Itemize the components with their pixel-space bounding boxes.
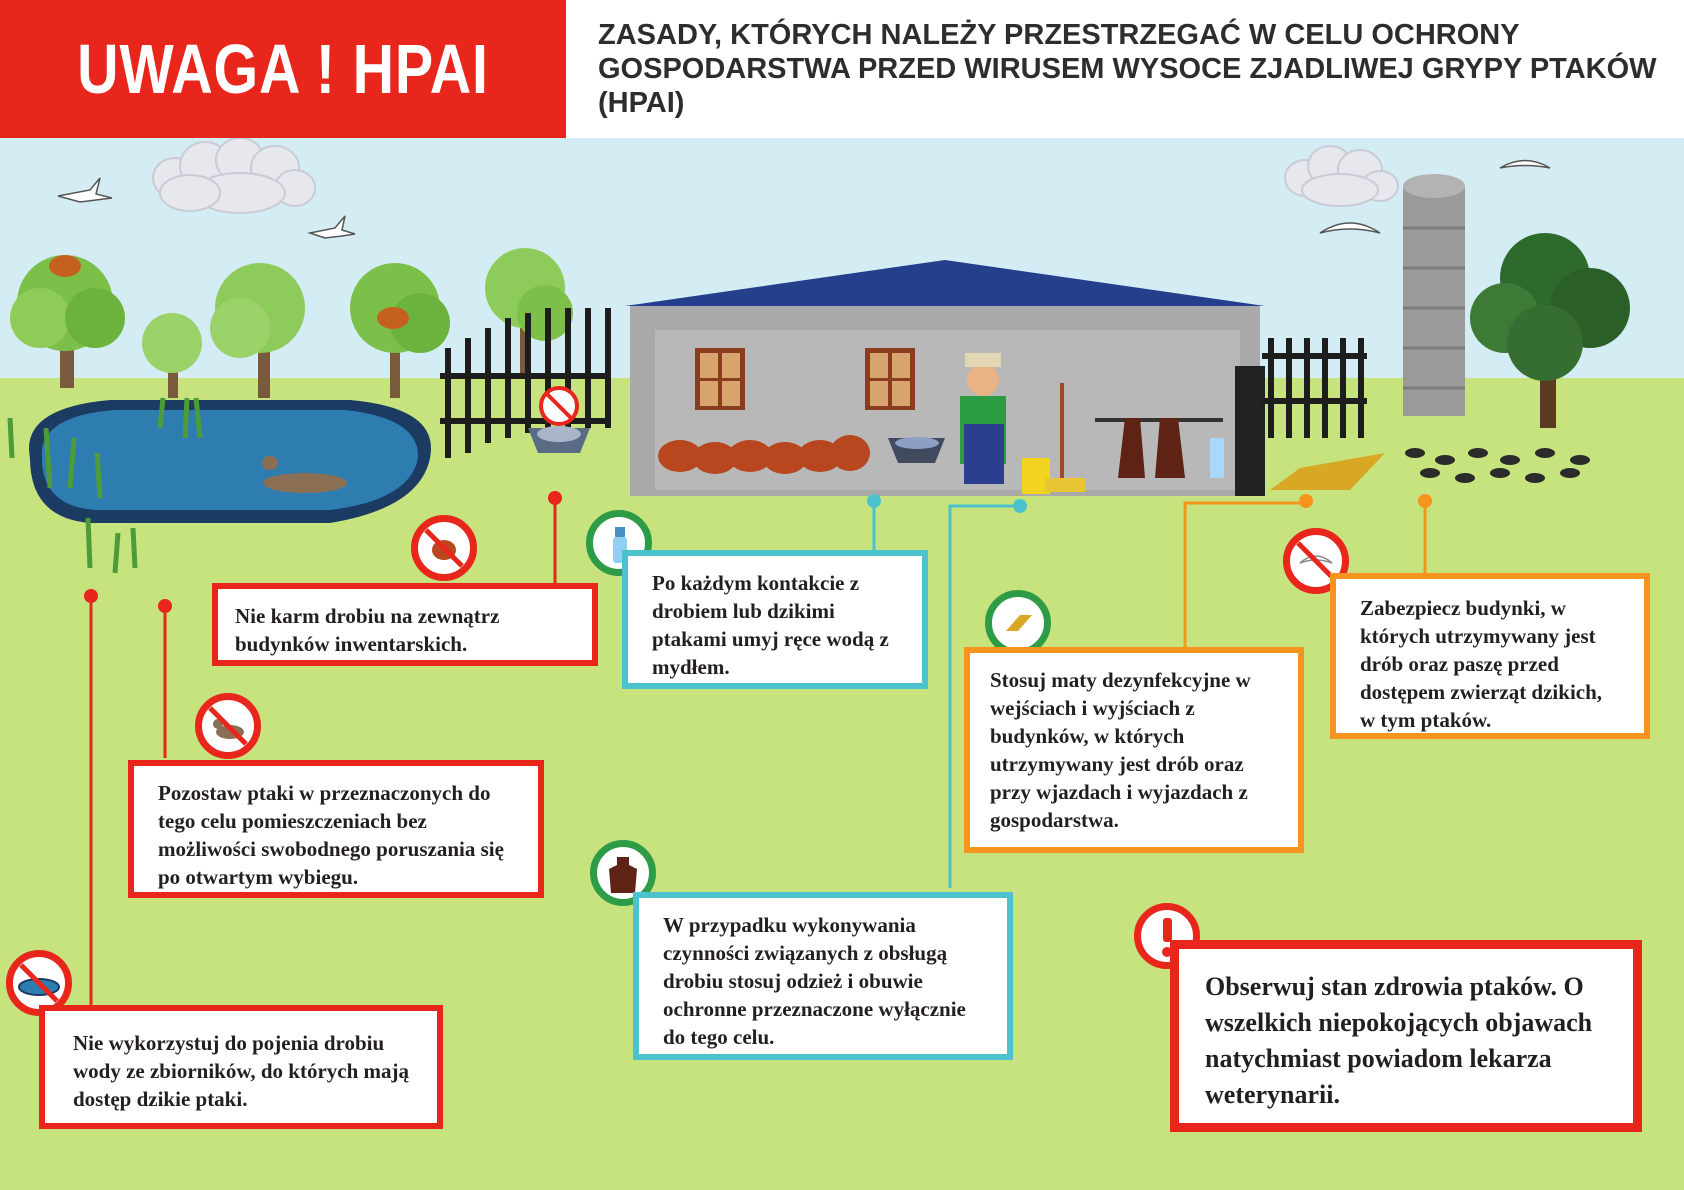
callout-text: Nie wykorzystuj do pojenia drobiu wody ze zbiorników, do których mają dostęp dzikie ptaki. bbox=[73, 1031, 409, 1111]
banner-title: UWAGA ! HPAI bbox=[77, 30, 489, 108]
callout-text: Obserwuj stan zdrowia ptaków. O wszelkich niepokojących objawach natychmiast powiadom lekarza weterynarii. bbox=[1205, 972, 1593, 1109]
callout-text: Stosuj maty dezynfekcyjne w wejściach i wyjściach z budynków, w których utrzymywany jest drób oraz przy wjazdach i wyjazdach z gospodarstwa. bbox=[990, 668, 1251, 832]
callout-text: W przypadku wykonywania czynności związanych z obsługą drobiu stosuj odzież i obuwie ochronne przeznaczone wyłącznie do tego celu. bbox=[663, 913, 966, 1049]
callout-disinfection-mats bbox=[964, 647, 1304, 853]
silo bbox=[1403, 174, 1465, 416]
callout-no-pond-water bbox=[39, 1005, 443, 1129]
header-banner bbox=[0, 0, 566, 138]
callout-text: Pozostaw ptaki w przeznaczonych do tego celu pomieszczeniach bez możliwości swobodnego poruszania się po otwartym wybiegu. bbox=[158, 781, 504, 889]
no-feeding-hen-icon bbox=[411, 515, 477, 581]
callout-observe-health[interactable] bbox=[1170, 940, 1642, 1132]
callout-no-feeding-outside bbox=[212, 583, 598, 666]
callout-text: Po każdym kontakcie z drobiem lub dzikimi ptakami umyj ręce wodą z mydłem. bbox=[652, 571, 889, 679]
callout-text: Nie karm drobiu na zewnątrz budynków inwentarskich. bbox=[235, 604, 500, 656]
poultry-barn bbox=[625, 260, 1265, 496]
no-duck-icon bbox=[195, 693, 261, 759]
callout-secure-buildings bbox=[1330, 573, 1650, 739]
header-title: ZASADY, KTÓRYCH NALEŻY PRZESTRZEGAĆ W CELU OCHRONY GOSPODARSTWA PRZED WIRUSEM WYSOCE ZJADLIWEJ GRYPY PTAKÓW (HPAI) bbox=[598, 19, 1657, 119]
callout-keep-birds-inside bbox=[128, 760, 544, 898]
callout-wash-hands bbox=[622, 550, 928, 689]
callout-protective-clothing bbox=[633, 892, 1013, 1060]
callout-text: Zabezpiecz budynki, w których utrzymywany jest drób oraz paszę przed dostępem zwierząt dzikich, w tym ptaków. bbox=[1360, 596, 1603, 732]
